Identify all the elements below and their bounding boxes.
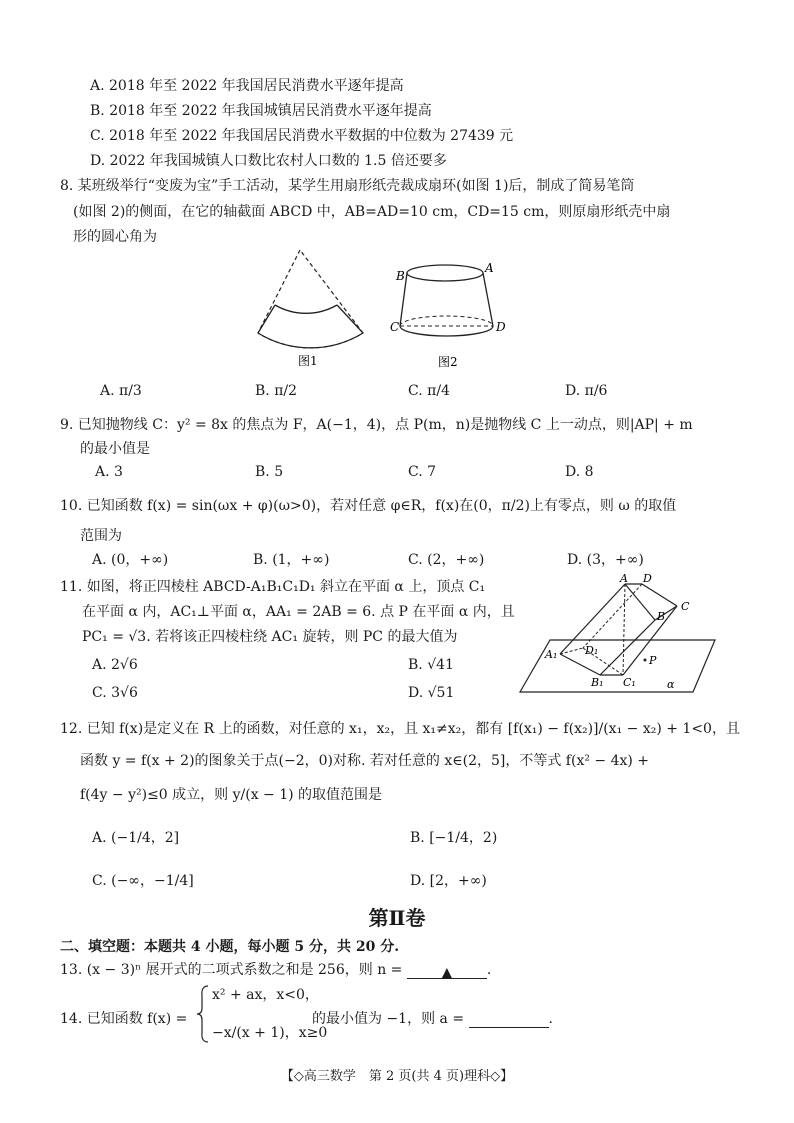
q11-option-c: C. 3√6	[92, 685, 138, 701]
svg-text:α: α	[667, 678, 675, 691]
sector-inner-arc	[275, 305, 337, 313]
q8-line3: 形的圆心角为	[73, 229, 157, 245]
q8-option-a: A. π/3	[100, 383, 142, 399]
q9-option-b: B. 5	[255, 464, 284, 480]
figure2-caption: 图2	[438, 355, 458, 369]
frustum-label-c: C	[390, 320, 400, 334]
q14-prefix: 14. 已知函数 f(x) =	[60, 1011, 188, 1027]
sector-cut-dashed	[258, 250, 363, 348]
q8-option-d: D. π/6	[565, 383, 608, 399]
q9-line2: 的最小值是	[80, 441, 150, 457]
q8-option-c: C. π/4	[408, 383, 450, 399]
q9-option-c: C. 7	[408, 464, 437, 480]
figure1-caption: 图1	[298, 354, 318, 368]
q14-case2: −x/(x + 1)，x≥0	[212, 1025, 328, 1041]
q7-option-d: D. 2022 年我国城镇人口数比农村人口数的 1.5 倍还要多	[90, 153, 447, 169]
sector-outer-arc	[258, 333, 363, 348]
q10-line2: 范围为	[80, 528, 122, 544]
svg-text:B: B	[657, 610, 666, 623]
q8-line2: (如图 2)的侧面，在它的轴截面 ABCD 中，AB=AD=10 cm，CD=15 cm，则原扇形纸壳中扇	[73, 204, 671, 220]
q7-option-c: C. 2018 年至 2022 年我国居民消费水平数据的中位数为 27439 元	[90, 128, 514, 144]
frustum-label-b: B	[396, 269, 405, 283]
q10-option-b: B. (1，+∞)	[253, 552, 330, 568]
page-footer: 【◇高三数学 第 2 页(共 4 页)理科◇】	[280, 1069, 514, 1084]
q13-text: 13. (x − 3)ⁿ 展开式的二项式系数之和是 256，则 n =	[60, 962, 403, 978]
q12-line2: 函数 y = f(x + 2)的图象关于点(−2，0)对称. 若对任意的 x∈(2，5]，不等式 f(x² − 4x) +	[80, 753, 650, 769]
q11-line2: 在平面 α 内，AC₁⊥平面 α，AA₁ = 2AB = 6. 点 P 在平面 α 内，且	[82, 604, 515, 620]
q10-option-a: A. (0，+∞)	[92, 552, 169, 568]
svg-text:A: A	[620, 572, 628, 585]
figure-prism-on-plane	[515, 572, 720, 697]
q11-option-d: D. √51	[408, 685, 455, 701]
section-title: 第Ⅱ卷	[368, 906, 426, 930]
q11-option-b: B. √41	[408, 657, 454, 673]
q11-line1: 11. 如图，将正四棱柱 ABCD-A₁B₁C₁D₁ 斜立在平面 α 上，顶点 C₁	[60, 579, 486, 595]
q8-option-b: B. π/2	[255, 383, 298, 399]
q13-answer-blank[interactable]	[407, 964, 487, 979]
q8-line1: 8. 某班级举行“变废为宝”手工活动，某学生用扇形纸壳裁成扇环(如图 1)后，制成了简易笔筒	[60, 178, 635, 194]
svg-text:D: D	[643, 572, 652, 585]
q14-case1: x² + ax，x<0，	[212, 987, 319, 1003]
frustum-label-a: A	[485, 261, 494, 275]
q12-line3: f(4y − y²)≤0 成立，则 y/(x − 1) 的取值范围是	[80, 787, 383, 803]
q10-option-d: D. (3，+∞)	[567, 552, 644, 568]
q14-suffix: 的最小值为 −1，则 a = .	[312, 1011, 553, 1027]
frustum-top-ellipse	[407, 265, 483, 281]
q12-line1: 12. 已知 f(x)是定义在 R 上的函数，对任意的 x₁，x₂，且 x₁≠x₂，都有 [f(x₁) − f(x₂)]/(x₁ − x₂) + 1<0，且	[60, 721, 740, 737]
svg-text:D₁: D₁	[585, 644, 599, 657]
q9-option-d: D. 8	[565, 464, 594, 480]
q10-option-c: C. (2，+∞)	[408, 552, 485, 568]
q7-option-b: B. 2018 年至 2022 年我国城镇居民消费水平逐年提高	[90, 103, 432, 119]
q7-option-a: A. 2018 年至 2022 年我国居民消费水平逐年提高	[90, 78, 404, 94]
figure2-frustum	[390, 258, 520, 373]
q10-line1: 10. 已知函数 f(x) = sin(ωx + φ)(ω>0)，若对任意 φ∈R，f(x)在(0，π/2)上有零点，则 ω 的取值	[60, 498, 677, 514]
q12-option-d: D. [2，+∞)	[410, 873, 487, 889]
svg-text:A₁: A₁	[545, 648, 558, 661]
q12-option-b: B. [−1/4，2)	[410, 830, 498, 846]
svg-text:P: P	[649, 654, 657, 667]
q9-option-a: A. 3	[95, 464, 123, 480]
q13-mark: ▲	[441, 965, 453, 981]
svg-text:C: C	[681, 600, 690, 613]
q14-brace	[196, 984, 210, 1044]
q14-answer-blank[interactable]	[469, 1013, 549, 1028]
frustum-label-d: D	[496, 320, 506, 334]
q13: 13. (x − 3)ⁿ 展开式的二项式系数之和是 256，则 n = ▲ .	[60, 962, 492, 981]
section-heading: 二、填空题：本题共 4 小题，每小题 5 分，共 20 分.	[60, 939, 400, 955]
q11-option-a: A. 2√6	[92, 657, 138, 673]
figure1-sector-ring	[240, 245, 390, 370]
q9-line1: 9. 已知抛物线 C：y² = 8x 的焦点为 F，A(−1，4)，点 P(m，n)是抛物线 C 上一动点，则|AP| + m	[60, 417, 693, 433]
q12-option-a: A. (−1/4，2]	[92, 830, 180, 846]
q12-option-c: C. (−∞，−1/4]	[92, 873, 194, 889]
svg-text:B₁: B₁	[591, 676, 604, 689]
svg-text:C₁: C₁	[623, 676, 636, 689]
q11-line3: PC₁ = √3. 若将该正四棱柱绕 AC₁ 旋转，则 PC 的最大值为	[82, 629, 458, 645]
